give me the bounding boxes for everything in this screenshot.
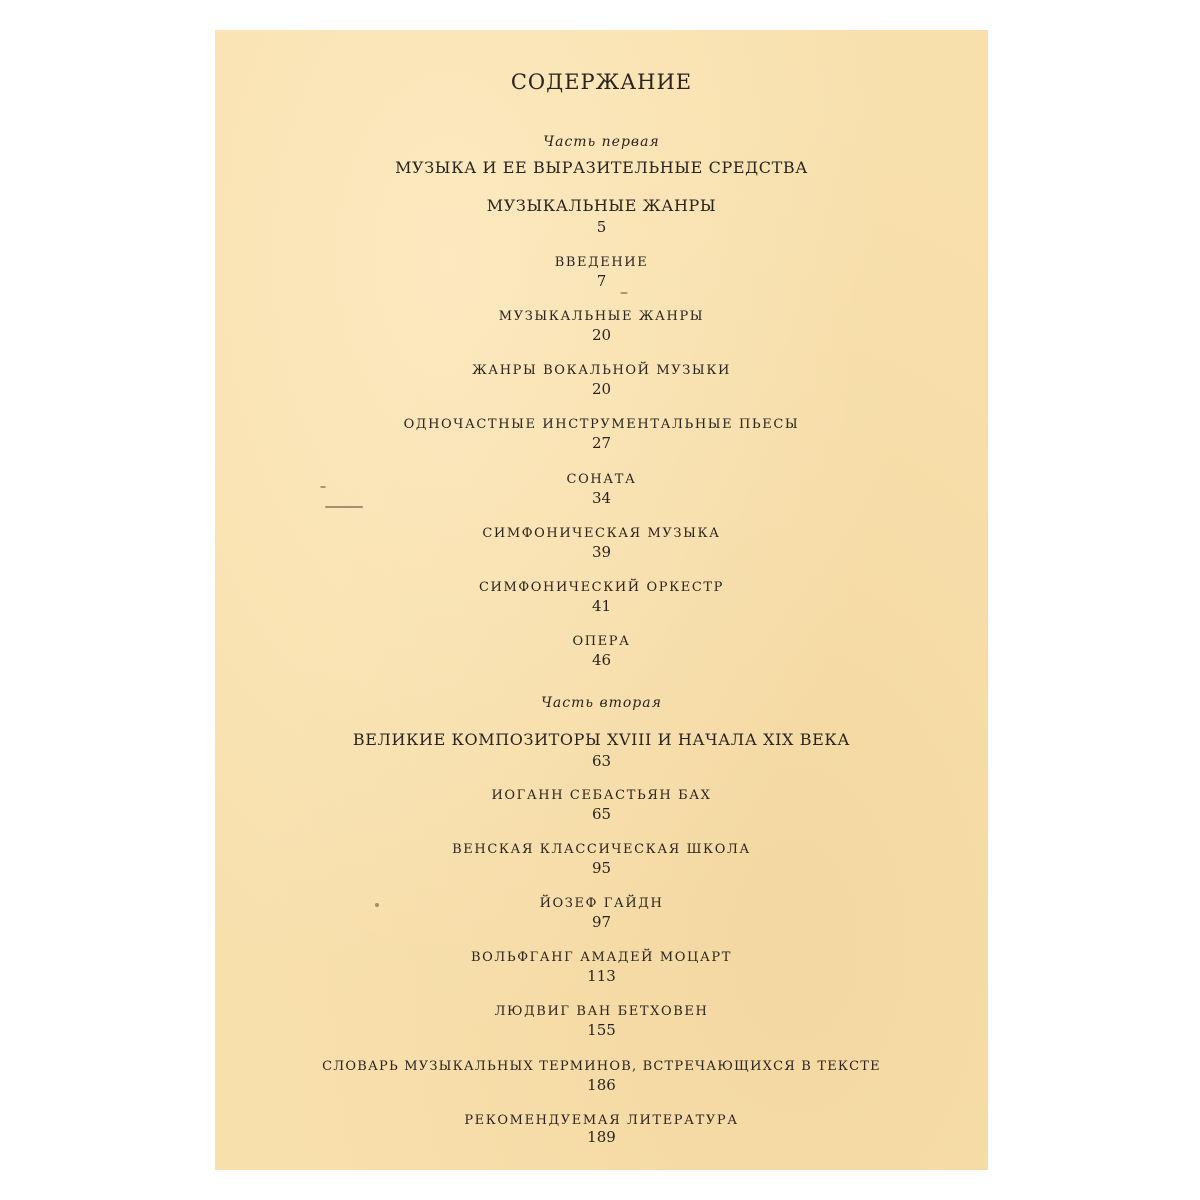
toc-entry-title: ОПЕРА [572,634,631,649]
part-two-heading: ВЕЛИКИЕ КОМПОЗИТОРЫ XVIII И НАЧАЛА XIX ВЕКА [352,730,851,749]
toc-entry-page: 20 [591,326,612,344]
toc-entry-title: ЙОЗЕФ ГАЙДН [539,896,664,911]
paper-speck [620,292,628,294]
toc-entry-title: СОНАТА [566,472,637,487]
toc-entry-title: ОДНОЧАСТНЫЕ ИНСТРУМЕНТАЛЬНЫЕ ПЬЕСЫ [403,417,800,432]
toc-entry-page: 41 [591,597,612,615]
toc-entry-page: 113 [587,967,616,985]
paper-speck [325,506,363,508]
toc-entry-page: 95 [591,859,612,877]
toc-entry-page: 7 [596,272,607,290]
toc-entry-page: 20 [591,380,612,398]
part-one-heading: МУЗЫКА И ЕЕ ВЫРАЗИТЕЛЬНЫЕ СРЕДСТВА [395,158,808,177]
part-two-heading-page: 63 [591,752,612,770]
toc-entry-page: 34 [591,489,612,507]
paper-speck [320,486,326,488]
toc-entry-title: МУЗЫКАЛЬНЫЕ ЖАНРЫ [498,309,705,324]
part-one-subheading: МУЗЫКАЛЬНЫЕ ЖАНРЫ [486,196,717,215]
toc-entry-title: СИМФОНИЧЕСКАЯ МУЗЫКА [482,526,721,541]
book-page [215,30,988,1170]
toc-entry-page: 27 [591,434,612,452]
toc-entry-title: ВВЕДЕНИЕ [554,255,649,270]
toc-entry-page: 155 [587,1021,616,1039]
toc-entry-page: 65 [591,805,612,823]
toc-entry-title: ВЕНСКАЯ КЛАССИЧЕСКАЯ ШКОЛА [452,842,751,857]
toc-entry-title: РЕКОМЕНДУЕМАЯ ЛИТЕРАТУРА [464,1113,739,1128]
toc-entry-page: 189 [587,1128,616,1146]
toc-entry-page: 186 [587,1076,616,1094]
toc-entry-title: СИМФОНИЧЕСКИЙ ОРКЕСТР [479,580,724,595]
toc-entry-page: 97 [591,913,612,931]
part-two-label: Часть вторая [541,695,662,711]
part-one-label: Часть первая [543,134,660,150]
toc-entry-page: 39 [591,543,612,561]
toc-entry-title: СЛОВАРЬ МУЗЫКАЛЬНЫХ ТЕРМИНОВ, ВСТРЕЧАЮЩИХСЯ В ТЕКСТЕ [322,1059,881,1074]
toc-entry-title: ЛЮДВИГ ВАН БЕТХОВЕН [494,1004,709,1019]
toc-entry-page: 46 [591,651,612,669]
toc-entry-title: ИОГАНН СЕБАСТЬЯН БАХ [491,788,712,803]
part-one-subheading-page: 5 [596,218,607,236]
paper-speck [375,903,379,907]
toc-entry-title: ВОЛЬФГАНГ АМАДЕЙ МОЦАРТ [470,950,733,965]
page-title: СОДЕРЖАНИЕ [510,70,693,94]
toc-entry-title: ЖАНРЫ ВОКАЛЬНОЙ МУЗЫКИ [472,363,731,378]
